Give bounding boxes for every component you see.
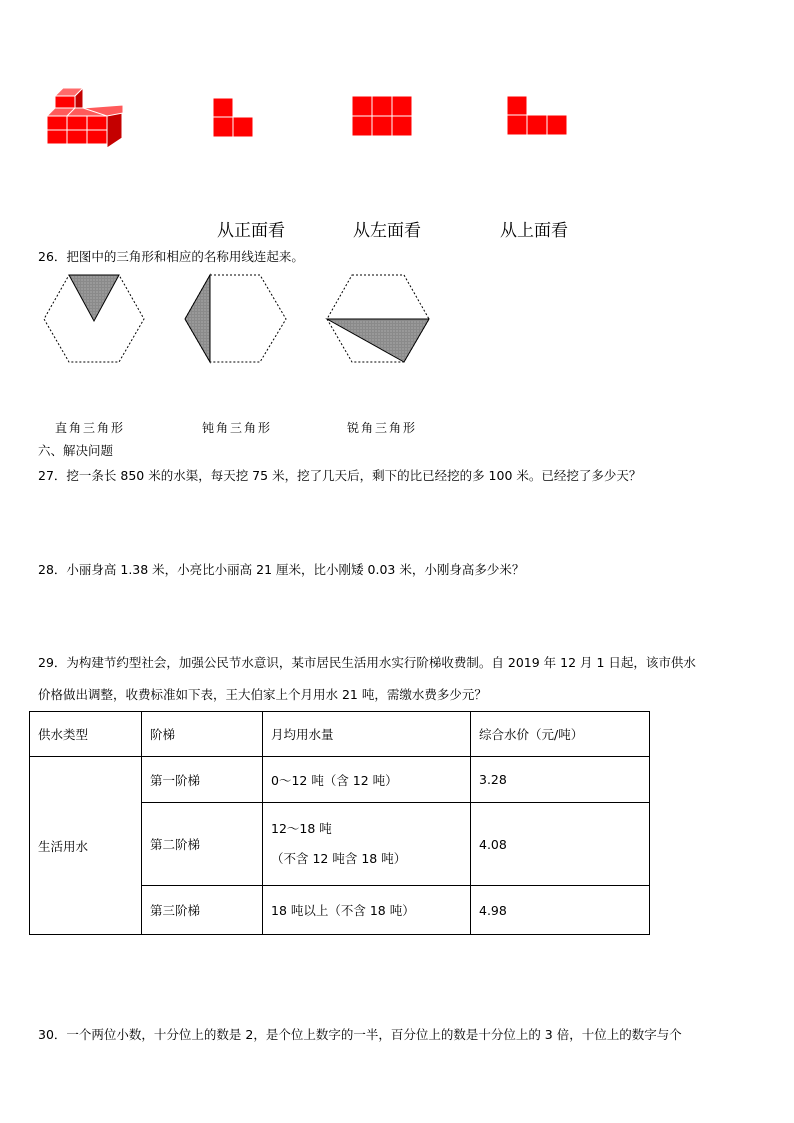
view-front-shape	[213, 98, 253, 137]
table-header-cell: 供水类型	[30, 712, 142, 757]
cube-figures	[0, 0, 794, 250]
table-cell: 0～12 吨（含 12 吨）	[263, 757, 471, 803]
table-cell-type: 生活用水	[30, 757, 142, 935]
table-row	[30, 757, 650, 803]
hexagon-right-triangle	[44, 275, 144, 362]
cube-solid-figure	[47, 88, 123, 148]
table-cell: 4.08	[471, 803, 650, 886]
table-cell: 3.28	[471, 757, 650, 803]
table-header-cell: 综合水价（元/吨）	[471, 712, 650, 757]
question-29-line1: 29．为构建节约型社会，加强公民节水意识，某市居民生活用水实行阶梯收费制。自 2019 年 12 月 1 日起，该市供水	[38, 655, 696, 670]
triangle-label-3: 锐角三角形	[347, 421, 418, 435]
table-cell: 4.98	[471, 886, 650, 935]
question-27: 27．挖一条长 850 米的水渠，每天挖 75 米，挖了几天后，剩下的比已经挖的多 100 米。已经挖了多少天？	[38, 468, 642, 483]
table-cell: 18 吨以上（不含 18 吨）	[263, 886, 471, 935]
triangle-label-1: 直角三角形	[55, 421, 126, 435]
question-26: 26．把图中的三角形和相应的名称用线连起来。	[38, 249, 304, 264]
triangle-hexagons	[0, 270, 794, 370]
table-header-cell: 阶梯	[142, 712, 263, 757]
hexagon-acute-triangle	[327, 275, 429, 362]
triangle-label-2: 钝角三角形	[202, 421, 273, 435]
table-header-row	[30, 712, 650, 757]
view-left-label: 从左面看	[353, 221, 421, 241]
usage-line-2: （不含 12 吨含 18 吨）	[271, 851, 407, 866]
water-price-table	[29, 711, 650, 935]
usage-line-1: 12～18 吨	[271, 821, 332, 836]
view-left-shape	[352, 96, 412, 136]
question-30: 30．一个两位小数，十分位上的数是 2，是个位上数字的一半，百分位上的数是十分位上的 3 倍，十位上的数字与个	[38, 1027, 682, 1042]
section-title: 六、解决问题	[38, 443, 114, 458]
view-top-label: 从上面看	[500, 221, 568, 241]
table-cell: 第二阶梯	[142, 803, 263, 886]
table-cell: 第三阶梯	[142, 886, 263, 935]
question-29-line2: 价格做出调整，收费标准如下表，王大伯家上个月用水 21 吨，需缴水费多少元？	[38, 687, 487, 702]
table-cell	[263, 803, 471, 886]
view-front-label: 从正面看	[217, 221, 285, 241]
table-cell: 第一阶梯	[142, 757, 263, 803]
view-top-shape	[507, 96, 567, 135]
question-28: 28．小丽身高 1.38 米，小亮比小丽高 21 厘米，比小刚矮 0.03 米，小刚身高多少米？	[38, 562, 525, 577]
hexagon-obtuse-triangle	[185, 275, 286, 362]
table-header-cell: 月均用水量	[263, 712, 471, 757]
